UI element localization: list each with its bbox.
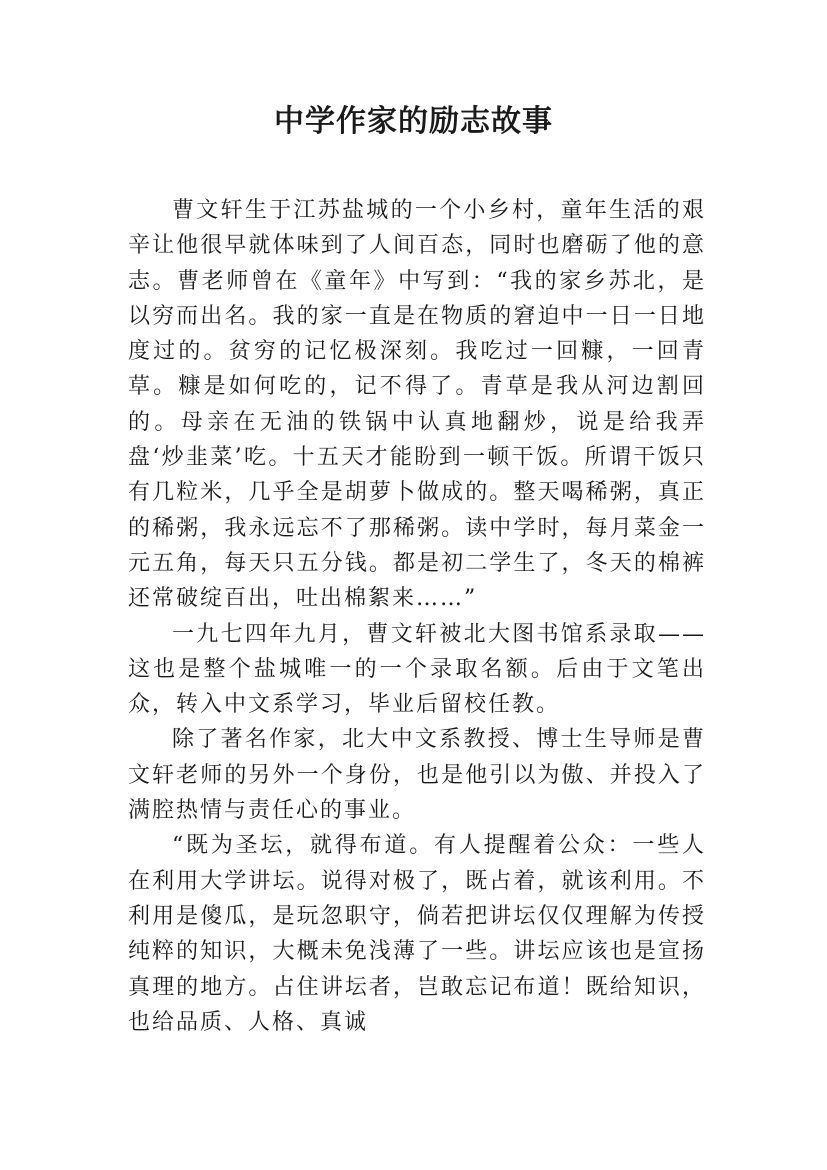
- document-body: [128, 193, 706, 1040]
- paragraph: 除了著名作家，北大中文系教授、博士生导师是曹文轩老师的另外一个身份，也是他引以为傲、并投入了满腔热情与责任心的事业。: [128, 727, 706, 824]
- document-title: 中学作家的励志故事: [274, 104, 553, 139]
- paragraph: “既为圣坛，就得布道。有人提醒着公众：一些人在利用大学讲坛。说得对极了，既占着，就该利用。不利用是傻瓜，是玩忽职守，倘若把讲坛仅仅理解为传授纯粹的知识，大概未免浅薄了一些。讲坛应该也是宣扬真理的地方。占住讲坛者，岂敢忘记布道！既给知识，也给品质、人格、真诚: [128, 833, 706, 1035]
- paragraph: 曹文轩生于江苏盐城的一个小乡村，童年生活的艰辛让他很早就体味到了人间百态，同时也磨砺了他的意志。曹老师曾在《童年》中写到：“我的家乡苏北，是以穷而出名。我的家一直是在物质的窘迫中一日一日地度过的。贫穷的记忆极深刻。我吃过一回糠，一回青草。糠是如何吃的，记不得了。青草是我从河边割回的。母亲在无油的铁锅中认真地翻炒，说是给我弄盘‘炒韭菜’吃。十五天才能盼到一顿干饭。所谓干饭只有几粒米，几乎全是胡萝卜做成的。整天喝稀粥，真正的稀粥，我永远忘不了那稀粥。读中学时，每月菜金一元五角，每天只五分钱。都是初二学生了，冬天的棉裤还常破绽百出，吐出棉絮来……”: [128, 198, 706, 612]
- paragraph: 一九七四年九月，曹文轩被北大图书馆系录取——这也是整个盐城唯一的一个录取名额。后由于文笔出众，转入中文系学习，毕业后留校任教。: [128, 621, 706, 718]
